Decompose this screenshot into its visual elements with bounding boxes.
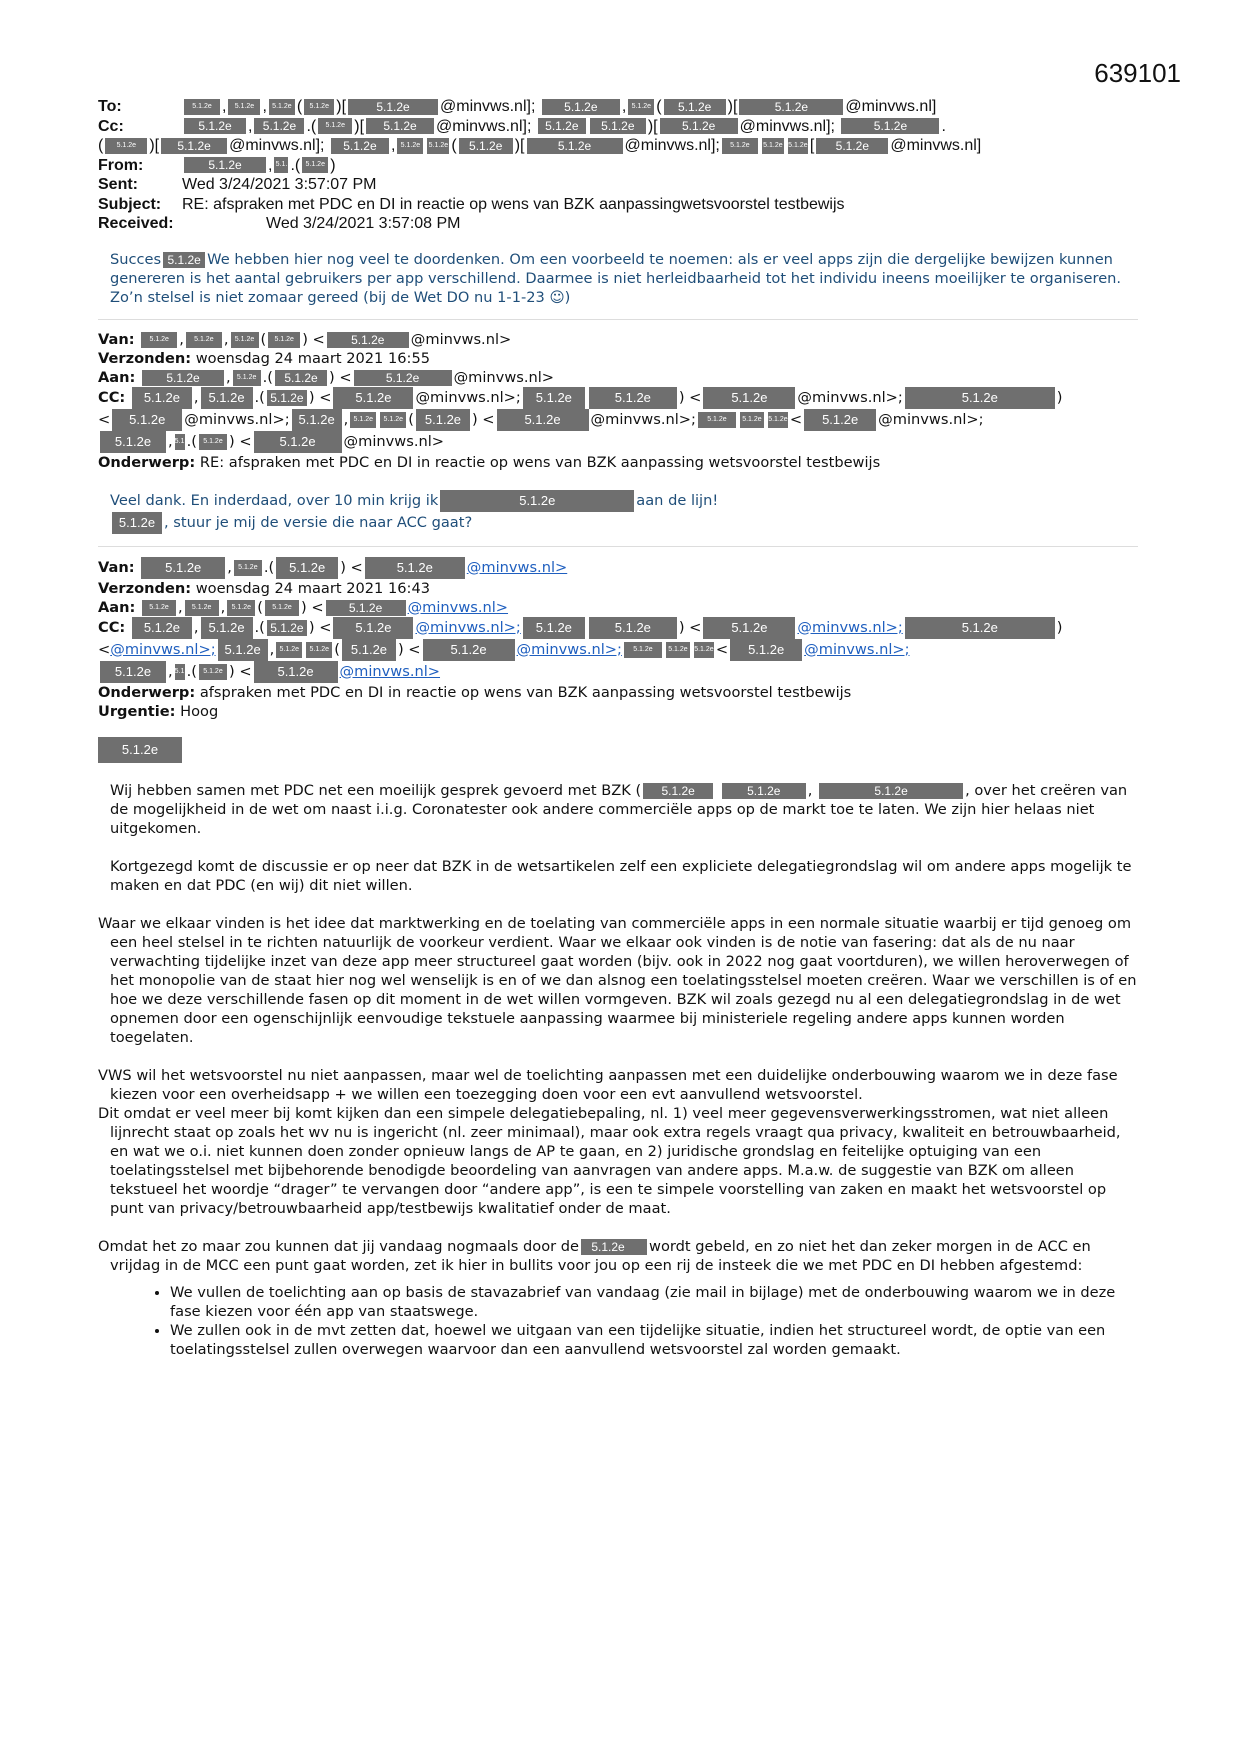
- bullet-item: • We zullen ook in de mvt zetten dat, hoewel we uitgaan van een tijdelijke situatie, indien het structureel wordt, de optie van een toelatingsstelsel zullen overwegen waarvoor dan een aanvullend wetsvoorstel zal worden gemaakt.: [170, 1321, 1138, 1359]
- redaction: 5.1.2e: [267, 620, 307, 636]
- subject-label: Subject:: [98, 195, 162, 213]
- redaction: 5.1.2e: [527, 138, 623, 154]
- bullet-item: • We vullen de toelichting aan op basis de stavazabrief van vandaag (zie mail in bijlage) met de onderbouwing waarom we in deze fase kiezen voor één app van staatswege.: [170, 1283, 1138, 1321]
- redaction: 5.1.2e: [231, 332, 259, 348]
- redaction: 5.1.2e: [666, 642, 690, 658]
- redaction: 5.1.2e: [440, 490, 634, 512]
- cc-label: CC:: [98, 618, 126, 636]
- redaction: 5.1.2e: [589, 617, 677, 639]
- paragraph: VWS wil het wetsvoorstel nu niet aanpassen, maar wel de toelichting aanpassen met een duidelijke onderbouwing waarom we in deze fase kiezen voor een overheidsapp + we willen een toezegging doen voor een evt aanvullend wetsvoorstel.: [98, 1066, 1118, 1103]
- mail3-body: [98, 781, 1138, 1359]
- email-domain: @minvws.nl>;: [878, 410, 984, 428]
- redaction: 5.1.2e: [643, 783, 713, 799]
- email-link[interactable]: @minvws.nl>;: [110, 640, 216, 658]
- redaction: 5.1.2e: [542, 99, 620, 115]
- cc-row: CC: 5.1.2e , 5.1.2e .( 5.1.2e ) < 5.1.2e @minvws.nl>; 5.1.2e 5.1.2e ) < 5.1.2e @minvws.nl>; 5.1.2e ): [98, 617, 1138, 639]
- reply-greeting: Succes: [110, 250, 162, 268]
- forwarded-header-2: [98, 330, 1138, 472]
- redaction: 5.1.2e: [905, 617, 1055, 639]
- urgentie-label: Urgentie:: [98, 702, 176, 720]
- email-domain: @minvws.nl>: [343, 432, 445, 450]
- email-domain: @minvws.nl>;: [184, 410, 290, 428]
- email-domain: @minvws.nl>: [410, 330, 512, 348]
- redaction: 5.1.2e: [366, 118, 434, 134]
- onderwerp-value: afspraken met PDC en DI in reactie op wens van BZK aanpassing wetsvoorstel testbewijs: [199, 683, 852, 701]
- received-row: [98, 214, 1138, 234]
- redaction: 5.1.2e: [132, 617, 192, 639]
- subject-row: [98, 195, 1138, 215]
- email-link[interactable]: @minvws.nl>: [407, 598, 509, 616]
- redaction: 5.1.2e: [722, 138, 758, 154]
- email-domain: @minvws.nl];: [229, 137, 325, 154]
- forwarded-header-3: [98, 557, 1138, 721]
- redaction: 5.1.2e: [132, 387, 192, 409]
- from-row: From: 5.1.2e , 5.1. .( 5.1.2e ): [98, 156, 336, 174]
- redaction: 5.1.2e: [98, 737, 182, 763]
- redaction: 5.1.2e: [112, 409, 182, 431]
- redaction: 5.1.2e: [265, 600, 299, 616]
- redaction: 5.1.2e: [304, 99, 334, 115]
- redaction: 5.1.2e: [161, 138, 227, 154]
- verzonden-value: woensdag 24 maart 2021 16:55: [195, 349, 431, 367]
- from-label: From:: [98, 156, 144, 174]
- redaction: 5.1.2e: [348, 99, 438, 115]
- redaction: 5.1.2e: [350, 412, 376, 428]
- redaction: 5.1.2e: [703, 387, 795, 409]
- redaction: 5.1.: [175, 434, 185, 450]
- redaction: 5.1.2e: [327, 332, 409, 348]
- redaction: 5.1.2e: [590, 118, 646, 134]
- email-domain: @minvws.nl];: [436, 117, 532, 135]
- redaction: 5.1.2e: [186, 332, 222, 348]
- email-domain: @minvws.nl>;: [415, 388, 521, 406]
- redaction: 5.1.2e: [184, 118, 246, 134]
- redaction: 5.1.2e: [768, 412, 788, 428]
- redaction: 5.1.2e: [268, 332, 300, 348]
- email-domain: @minvws.nl>;: [590, 410, 696, 428]
- bullet-list: [98, 1283, 1138, 1359]
- paragraph: Waar we elkaar vinden is het idee dat marktwerking en de toelating van commerciële apps in een normale situatie waarbij er tijd genoeg om een heel stelsel in te richten natuurlijk de voorkeur verdient. Waar we elkaar ook vinden is de notie van fasering: dat als de nu naar verwachting tijdelijke inzet van deze app meer structureel gaat worden (bijv. ook in 2022 nog gaat voortduren), we willen heroverwegen of het monopolie van de staat hier nog wel wenselijk is en of we dan alsnog een toelatingsstelsel moeten creëren. Waar we verschillen is of en hoe we deze verschillende fasen op dit moment in de wet willen vormgeven. BZK wil zoals gezegd nu al een delegatiegrondslag in de wet opnemen door een ogenschijnlijk eenvoudige tekstuele aanpassing waarmee bij ministeriele regeling andere apps kunnen worden toegelaten.: [98, 914, 1137, 1046]
- verzonden-row: [98, 579, 1138, 598]
- redaction: 5.1.2e: [624, 642, 662, 658]
- aan-label: Aan:: [98, 368, 136, 386]
- redaction: 5.1.2e: [628, 99, 654, 115]
- redaction: 5.1.2e: [100, 431, 166, 453]
- redaction: 5.1.2e: [105, 138, 147, 154]
- email-header: [98, 97, 1138, 234]
- redaction: 5.1.2e: [523, 387, 585, 409]
- email-domain: @minvws.nl]: [890, 137, 982, 154]
- email-link[interactable]: @minvws.nl>;: [516, 640, 622, 658]
- redaction: 5.1.2e: [397, 138, 423, 154]
- verzonden-value: woensdag 24 maart 2021 16:43: [195, 579, 431, 597]
- redaction: 5.1.2e: [142, 600, 176, 616]
- redaction: 5.1.2e: [326, 600, 406, 616]
- redaction: 5.1.2e: [233, 370, 261, 386]
- onderwerp-label: Onderwerp:: [98, 683, 196, 701]
- to-row: To: 5.1.2e , 5.1.2e , 5.1.2e ( 5.1.2e )[ 5.1.2e @minvws.nl]; 5.1.2e , 5.1.2e ( 5.1.2e )[ 5.1.2e @minvws.nl]: [98, 98, 937, 115]
- received-label: Received:: [98, 215, 174, 232]
- redaction: 5.1.2e: [698, 412, 736, 428]
- paragraph: Wij hebben samen met PDC net een moeilijk gesprek gevoerd met BZK ( 5.1.2e 5.1.2e , 5.1.2e , over het creëren van de mogelijkheid in de wet om naast i.i.g. Coronatester ook andere commerciële apps op de markt toe te laten. We zijn hier helaas niet uitgekomen.: [110, 781, 1128, 837]
- redaction: 5.1.2e: [199, 664, 227, 680]
- redaction: 5.1.2e: [306, 642, 332, 658]
- onderwerp-row: [98, 683, 1138, 702]
- email-domain: @minvws.nl];: [440, 98, 536, 115]
- redaction: 5.1.2e: [841, 118, 939, 134]
- received-value: Wed 3/24/2021 3:57:08 PM: [266, 215, 461, 232]
- paragraph: Kortgezegd komt de discussie er op neer dat BZK in de wetsartikelen zelf een expliciete delegatiegrondslag wil om andere apps mogelijk te maken en dat PDC (en wij) dit niet willen.: [110, 857, 1132, 894]
- verzonden-label: Verzonden:: [98, 579, 192, 597]
- van-row: Van: 5.1.2e , 5.1.2e .( 5.1.2e ) < 5.1.2e @minvws.nl>: [98, 557, 1138, 579]
- redaction: 5.1.2e: [523, 617, 585, 639]
- redaction: 5.1.2e: [185, 600, 219, 616]
- mail2-body: [98, 490, 1138, 534]
- redaction: 5.1.2e: [380, 412, 406, 428]
- redaction: 5.1.2e: [589, 387, 677, 409]
- redaction: 5.1.2e: [660, 118, 738, 134]
- redaction: 5.1.2e: [581, 1239, 647, 1255]
- email-domain: @minvws.nl];: [624, 137, 720, 154]
- redaction: 5.1.2e: [497, 409, 589, 431]
- redaction: 5.1.2e: [703, 617, 795, 639]
- redaction: 5.1.: [274, 157, 288, 173]
- onderwerp-value: RE: afspraken met PDC en DI in reactie op wens van BZK aanpassing wetsvoorstel testbewijs: [199, 453, 881, 471]
- redaction: 5.1.2e: [267, 390, 307, 406]
- email-link[interactable]: @minvws.nl>: [466, 558, 568, 576]
- redaction: 5.1.2e: [423, 639, 515, 661]
- redaction: 5.1.2e: [722, 783, 806, 799]
- redaction: 5.1.2e: [427, 138, 449, 154]
- paragraph: Omdat het zo maar zou kunnen dat jij vandaag nogmaals door de 5.1.2e wordt gebeld, en zo niet het dan zeker morgen in de ACC en vrijdag in de MCC een punt gaat worden, zet ik hier in bullits voor jou op een rij de insteek die we met PDC en DI hebben afgestemd:: [98, 1237, 1091, 1274]
- van-label: Van:: [98, 330, 135, 348]
- redaction: 5.1.2e: [664, 99, 726, 115]
- redaction: 5.1.2e: [354, 370, 452, 386]
- redaction: 5.1.2e: [227, 600, 255, 616]
- redaction: 5.1.2e: [276, 557, 338, 579]
- mail2-text-part2: aan de lijn!: [636, 491, 719, 509]
- redaction: 5.1.2e: [254, 661, 338, 683]
- redaction: 5.1.2e: [201, 617, 253, 639]
- aan-label: Aan:: [98, 598, 136, 616]
- cc-row: CC: 5.1.2e , 5.1.2e .( 5.1.2e ) < 5.1.2e @minvws.nl>; 5.1.2e 5.1.2e ) < 5.1.2e @minvws.nl>; 5.1.2e ): [98, 387, 1138, 409]
- van-row: Van: 5.1.2e , 5.1.2e , 5.1.2e ( 5.1.2e ) < 5.1.2e @minvws.nl>: [98, 330, 512, 348]
- separator: [98, 319, 1138, 320]
- cc-row-continued-2: 5.1.2e , 5.1..( 5.1.2e ) < 5.1.2e @minvws.nl>: [98, 661, 1138, 683]
- sent-row: [98, 175, 1138, 195]
- separator: [98, 546, 1138, 547]
- redaction: 5.1.2e: [804, 409, 876, 431]
- email-link[interactable]: @minvws.nl>;: [797, 618, 903, 636]
- redaction: 5.1.2e: [199, 434, 227, 450]
- redaction: 5.1.2e: [254, 431, 342, 453]
- redaction: 5.1.2e: [142, 370, 224, 386]
- redaction: 5.1.2e: [694, 642, 714, 658]
- redaction: 5.1.2e: [184, 99, 220, 115]
- cc-label: CC:: [98, 388, 126, 406]
- sent-label: Sent:: [98, 176, 138, 193]
- urgentie-value: Hoog: [180, 702, 219, 720]
- email-link[interactable]: @minvws.nl>;: [415, 618, 521, 636]
- mail2-text-line2: , stuur je mij de versie die naar ACC gaat?: [164, 513, 473, 531]
- redaction: 5.1.2e: [218, 639, 268, 661]
- redaction: 5.1.2e: [163, 252, 205, 268]
- aan-row: Aan: 5.1.2e , 5.1.2e .( 5.1.2e ) < 5.1.2e @minvws.nl>: [98, 368, 555, 386]
- email-printout: [98, 97, 1138, 1359]
- verzonden-row: [98, 349, 1138, 368]
- email-domain: @minvws.nl>;: [797, 388, 903, 406]
- redaction: 5.1.2e: [141, 557, 225, 579]
- redaction: 5.1.2e: [459, 138, 513, 154]
- urgentie-row: [98, 702, 1138, 721]
- subject-value: RE: afspraken met PDC en DI in reactie op wens van BZK aanpassingwetsvoorstel testbewijs: [182, 195, 845, 213]
- redaction: 5.1.2e: [333, 617, 413, 639]
- redaction: 5.1.2e: [201, 387, 253, 409]
- redaction: 5.1.2e: [762, 138, 784, 154]
- redaction: 5.1.2e: [739, 99, 843, 115]
- van-label: Van:: [98, 558, 135, 576]
- sent-value: Wed 3/24/2021 3:57:07 PM: [182, 176, 377, 193]
- cc-row-continued: <@minvws.nl>; 5.1.2e , 5.1.2e 5.1.2e ( 5.1.2e ) < 5.1.2e @minvws.nl>; 5.1.2e 5.1.2e 5.1.2e < 5.1.2e @minvws.nl>;: [98, 639, 1138, 661]
- redaction: 5.1.2e: [318, 118, 352, 134]
- redaction: 5.1.2e: [302, 157, 328, 173]
- email-link[interactable]: @minvws.nl>: [339, 662, 441, 680]
- redaction: 5.1.2e: [275, 370, 327, 386]
- redaction: 5.1.2e: [788, 138, 808, 154]
- redaction: 5.1.2e: [228, 99, 260, 115]
- email-link[interactable]: @minvws.nl>;: [804, 640, 910, 658]
- cc-row: Cc: 5.1.2e , 5.1.2e .( 5.1.2e )[ 5.1.2e @minvws.nl]; 5.1.2e 5.1.2e )[ 5.1.2e @minvws.nl]; 5.1.2e .: [98, 117, 946, 135]
- cc-row-continued: ( 5.1.2e )[ 5.1.2e @minvws.nl]; 5.1.2e , 5.1.2e 5.1.2e ( 5.1.2e )[ 5.1.2e @minvws.nl]; 5.1.2e 5.1.2e 5.1.2e [ 5.1.2e @minvws.nl]: [98, 137, 982, 154]
- redaction: 5.1.2e: [416, 409, 470, 431]
- redaction: 5.1.2e: [141, 332, 177, 348]
- email-domain: @minvws.nl>: [453, 368, 555, 386]
- reply-text: We hebben hier nog veel te doordenken. Om een voorbeeld te noemen: als er veel apps zijn die dergelijke bewijzen kunnen genereren is het aantal gebruikers per app verschillend. Daarmee is niet herleidbaarheid tot het individu ineens moeilijker te organiseren. Zo’n stelsel is niet zomaar gereed (bij de Wet DO nu 1-1-23 ☺): [110, 250, 1122, 306]
- redaction: 5.1.2e: [254, 118, 304, 134]
- paragraph: Dit omdat er veel meer bij komt kijken dan een simpele delegatiebepaling, nl. 1) veel meer gegevensverwerkingsstromen, wat niet alleen lijnrecht staat op zoals het wv nu is ingericht (nl. zeer minimaal), maar ook extra regels vraagt qua privacy, kwaliteit en betrouwbaarheid, en wat we o.i. niet kunnen doen zonder opnieuw langs de AP te gaan, en 2) juridische grondslag en feitelijke optuiging van een toelatingsstelsel met bijbehorende benodigde beoordeling van aanvragen van andere apps. M.a.w. de suggestie van BZK om alleen tekstueel het woordje “drager” te vervangen door “andere app”, is een te simpele voorstelling van zaken en maakt het wetsvoorstel op punt van privacy/betrouwbaarheid app/testbewijs kwalitatief onder de maat.: [98, 1104, 1121, 1217]
- redaction: 5.1.2e: [730, 639, 802, 661]
- redaction: 5.1.2e: [333, 387, 413, 409]
- aan-row: Aan: 5.1.2e , 5.1.2e , 5.1.2e ( 5.1.2e ) < 5.1.2e @minvws.nl>: [98, 598, 509, 616]
- redaction: 5.1.2e: [816, 138, 888, 154]
- email-domain: @minvws.nl];: [739, 117, 835, 135]
- redaction: 5.1.2e: [269, 99, 295, 115]
- redaction: 5.1.2e: [365, 557, 465, 579]
- redaction: 5.1.2e: [905, 387, 1055, 409]
- redaction: 5.1.2e: [100, 661, 166, 683]
- salutation: [98, 737, 1138, 763]
- redaction: 5.1.2e: [292, 409, 342, 431]
- reply-message: [98, 250, 1138, 307]
- redaction: 5.1.2e: [740, 412, 764, 428]
- to-label: To:: [98, 98, 122, 115]
- redaction: 5.1.2e: [112, 512, 162, 534]
- redaction: 5.1.2e: [331, 138, 389, 154]
- redaction: 5.1.2e: [276, 642, 302, 658]
- redaction: 5.1.: [175, 664, 185, 680]
- redaction: 5.1.2e: [184, 157, 266, 173]
- verzonden-label: Verzonden:: [98, 349, 192, 367]
- cc-row-continued: < 5.1.2e @minvws.nl>; 5.1.2e , 5.1.2e 5.1.2e ( 5.1.2e ) < 5.1.2e @minvws.nl>; 5.1.2e 5.1.2e 5.1.2e < 5.1.2e @minvws.nl>;: [98, 409, 1138, 431]
- mail2-text-part1: Veel dank. En inderdaad, over 10 min krijg ik: [110, 491, 439, 509]
- email-domain: @minvws.nl]: [845, 98, 937, 115]
- redaction: 5.1.2e: [342, 639, 396, 661]
- redaction: 5.1.2e: [538, 118, 586, 134]
- document-id: 639101: [1094, 58, 1181, 88]
- onderwerp-row: [98, 453, 1138, 472]
- cc-row-continued-2: 5.1.2e , 5.1..( 5.1.2e ) < 5.1.2e @minvws.nl>: [98, 431, 1138, 453]
- cc-label: Cc:: [98, 117, 124, 135]
- redaction: 5.1.2e: [234, 560, 262, 576]
- onderwerp-label: Onderwerp:: [98, 453, 196, 471]
- redaction: 5.1.2e: [819, 783, 963, 799]
